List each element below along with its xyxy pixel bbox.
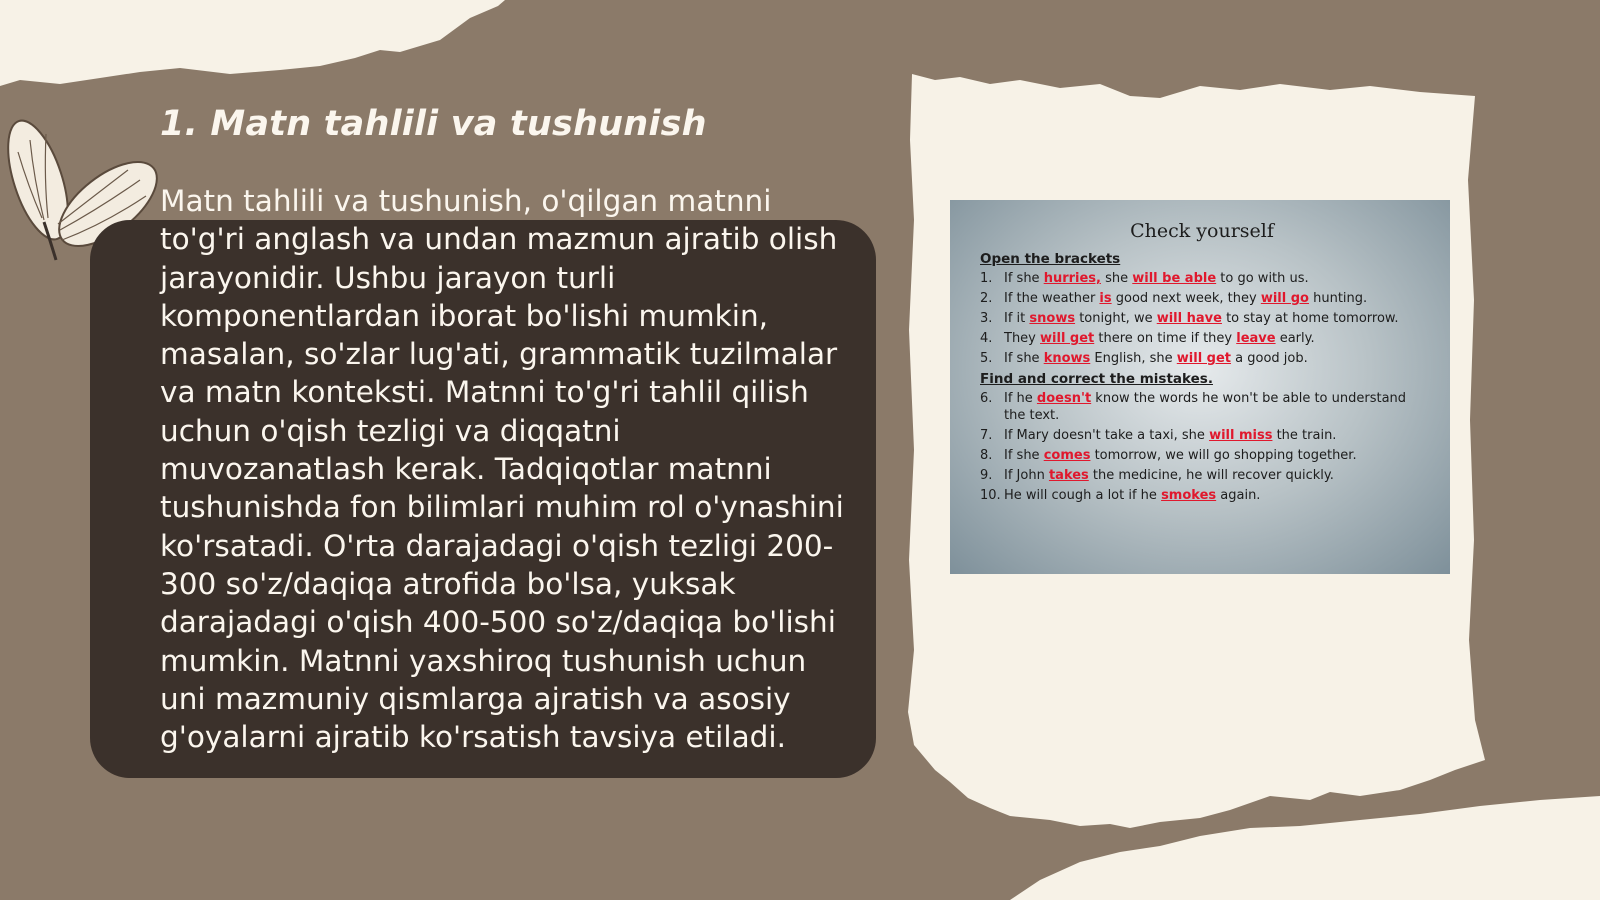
worksheet-answer: comes xyxy=(1043,448,1091,463)
worksheet-item xyxy=(980,487,1424,504)
worksheet-answer: will miss xyxy=(1209,428,1273,443)
worksheet-answer: snows xyxy=(1029,311,1076,326)
worksheet-answer: will be able xyxy=(1132,271,1217,286)
worksheet-item-fragment: to stay at home tomorrow. xyxy=(1221,311,1399,326)
worksheet-item-fragment: If it xyxy=(1004,311,1030,326)
worksheet-item-number: 9. xyxy=(980,468,993,483)
slide-title: 1. Matn tahlili va tushunish xyxy=(160,104,707,144)
worksheet-item xyxy=(980,467,1424,484)
worksheet-item xyxy=(980,427,1424,444)
worksheet-item xyxy=(980,350,1424,367)
worksheet-item-number: 10. xyxy=(980,488,1001,503)
worksheet-list-part-2 xyxy=(980,390,1424,504)
worksheet-answer: takes xyxy=(1048,468,1089,483)
worksheet-item xyxy=(980,270,1424,287)
worksheet-item-number: 4. xyxy=(980,331,993,346)
worksheet-item-fragment: English, she xyxy=(1090,351,1177,366)
worksheet-list-part-1 xyxy=(980,270,1424,367)
worksheet-answer: will get xyxy=(1176,351,1232,366)
worksheet-section-open-brackets: Open the brackets xyxy=(980,251,1121,267)
worksheet-item-number: 2. xyxy=(980,291,993,306)
worksheet-title: Check yourself xyxy=(1130,220,1274,242)
worksheet-item-fragment: If he xyxy=(1004,391,1037,406)
worksheet-item-fragment: If she xyxy=(1004,351,1044,366)
worksheet-item xyxy=(980,447,1424,464)
worksheet-item-text xyxy=(1004,390,1424,424)
worksheet-item-number: 3. xyxy=(980,311,993,326)
worksheet-answer: will have xyxy=(1156,311,1222,326)
worksheet-item-number: 7. xyxy=(980,428,993,443)
worksheet-item-fragment: again. xyxy=(1216,488,1261,503)
worksheet-item-text xyxy=(1004,330,1424,347)
worksheet-item-number: 8. xyxy=(980,448,993,463)
worksheet-answer: will get xyxy=(1040,331,1095,346)
worksheet-item-fragment: there on time if they xyxy=(1094,331,1237,346)
worksheet-answer: knows xyxy=(1043,351,1091,366)
worksheet-item-text xyxy=(1004,427,1424,444)
worksheet-answer: leave xyxy=(1236,331,1276,346)
worksheet-image xyxy=(950,200,1450,574)
worksheet-item-fragment: tomorrow, we will go shopping together. xyxy=(1090,448,1357,463)
worksheet-item-number: 5. xyxy=(980,351,993,366)
worksheet-item-fragment: If she xyxy=(1004,271,1044,286)
worksheet-item-text xyxy=(1004,310,1424,327)
worksheet-item-text xyxy=(1004,487,1424,504)
worksheet-item-fragment: tonight, we xyxy=(1075,311,1157,326)
worksheet-item-fragment: If John xyxy=(1004,468,1049,483)
worksheet-item-fragment: hunting. xyxy=(1308,291,1368,306)
worksheet-item-number: 6. xyxy=(980,391,993,406)
worksheet-item xyxy=(980,290,1424,307)
worksheet-item-fragment: They xyxy=(1004,331,1041,346)
worksheet-item-text xyxy=(1004,350,1424,367)
worksheet-item xyxy=(980,310,1424,327)
worksheet-item-fragment: a good job. xyxy=(1231,351,1308,366)
worksheet-item-fragment: the medicine, he will recover quickly. xyxy=(1088,468,1334,483)
worksheet-item-text xyxy=(1004,467,1424,484)
worksheet-item-text xyxy=(1004,290,1424,307)
worksheet-item-fragment: If she xyxy=(1004,448,1044,463)
worksheet-answer: hurries, xyxy=(1043,271,1101,286)
worksheet-section-find-mistakes: Find and correct the mistakes. xyxy=(980,371,1213,387)
worksheet-item-text xyxy=(1004,447,1424,464)
worksheet-item-text xyxy=(1004,270,1424,287)
worksheet-answer: smokes xyxy=(1161,488,1217,503)
worksheet-answer: will go xyxy=(1260,291,1309,306)
body-paragraph: Matn tahlili va tushunish, o'qilgan matnni to'g'ri anglash va undan mazmun ajratib olish jarayonidir. Ushbu jarayon turli komponentlardan iborat bo'lishi mumkin, masalan, so'zlar lug'ati, grammatik tuzilmalar va matn konteksti. Matnni to'g'ri tahlil qilish uchun o'qish tezligi va diqqatni muvozanatlash kerak. Tadqiqotlar matnni tushunishda fon bilimlari muhim rol o'ynashini ko'rsatadi. O'rta darajadagi o'qish tezligi 200-300 so'z/daqiqa atrofida bo'lsa, yuksak darajadagi o'qish 400-500 so'z/daqiqa bo'lishi mumkin. Matnni yaxshiroq tushunish uchun uni mazmuniy qismlarga ajratish va asosiy g'oyalarni ajratib ko'rsatish tavsiya etiladi. xyxy=(160,184,844,755)
worksheet-item-fragment: If the weather xyxy=(1004,291,1100,306)
worksheet-item-fragment: He will cough a lot if he xyxy=(1004,488,1162,503)
worksheet-answer: doesn't xyxy=(1036,391,1092,406)
worksheet-item-fragment: know the words he won't be able to understand the text. xyxy=(1004,391,1407,423)
worksheet-item xyxy=(980,330,1424,347)
worksheet-item xyxy=(980,390,1424,424)
torn-paper-top-left xyxy=(0,0,505,86)
worksheet-item-fragment: she xyxy=(1100,271,1133,286)
worksheet-item-fragment: If Mary doesn't take a taxi, she xyxy=(1004,428,1210,443)
worksheet-answer: is xyxy=(1099,291,1112,306)
worksheet-item-fragment: the train. xyxy=(1272,428,1337,443)
worksheet-item-fragment: early. xyxy=(1275,331,1315,346)
worksheet-item-number: 1. xyxy=(980,271,993,286)
worksheet-item-fragment: to go with us. xyxy=(1216,271,1309,286)
worksheet-item-fragment: good next week, they xyxy=(1111,291,1261,306)
